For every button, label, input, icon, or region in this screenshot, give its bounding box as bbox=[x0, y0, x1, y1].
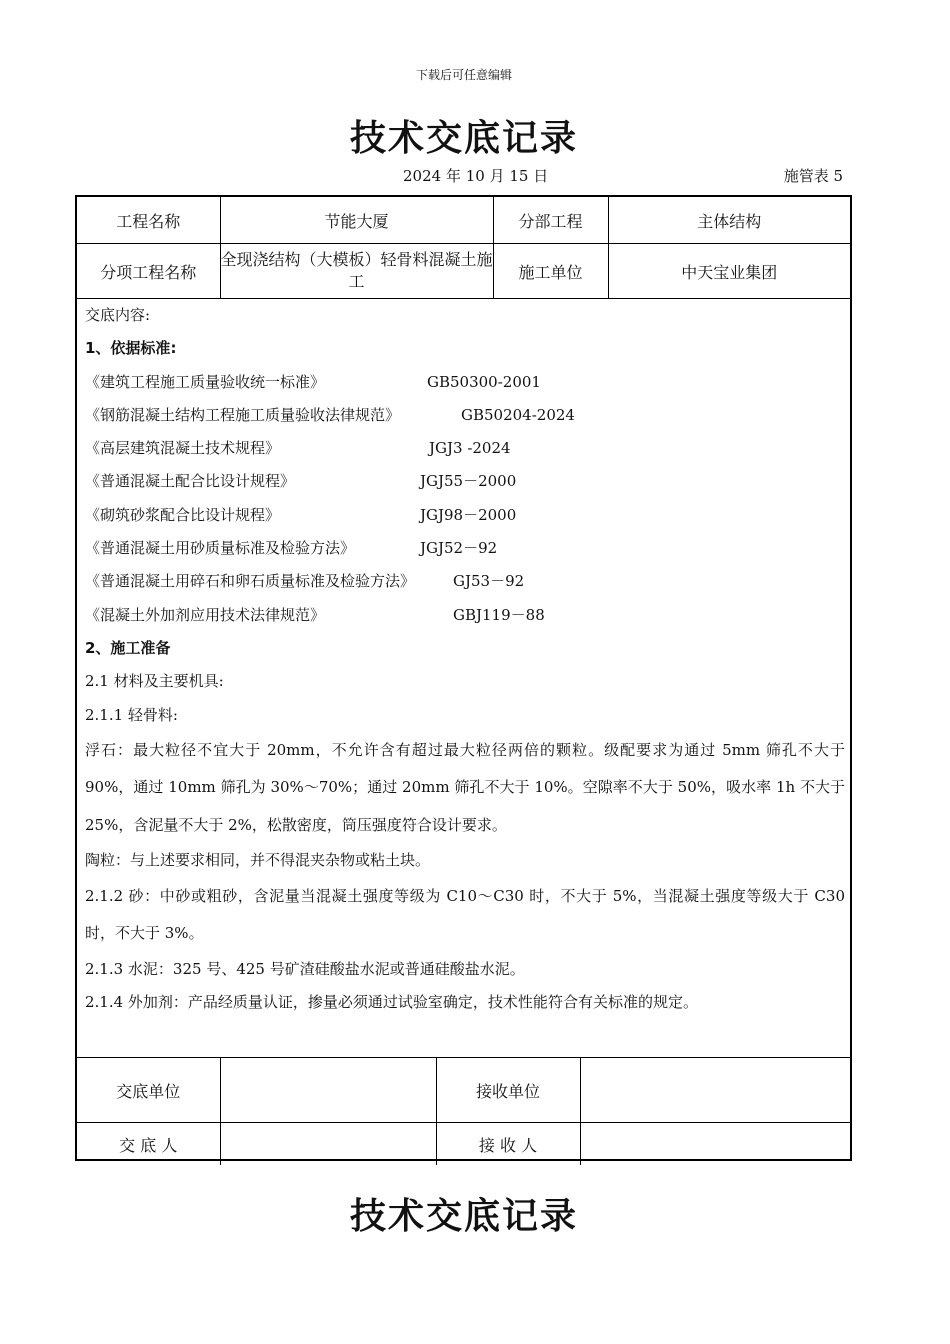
section-2-heading: 2、施工准备 bbox=[85, 638, 171, 657]
form-number: 施管表 5 bbox=[783, 167, 843, 185]
standard-name: 《混凝土外加剂应用技术法律规范》 bbox=[85, 605, 326, 624]
standard-code: JGJ52－92 bbox=[420, 539, 498, 558]
standard-code: JGJ98－2000 bbox=[420, 505, 517, 524]
standard-name: 《普通混凝土用碎石和卵石质量标准及检验方法》 bbox=[85, 572, 416, 591]
section-2-1-1: 2.1.1 轻骨料: bbox=[85, 705, 178, 724]
division-value: 主体结构 bbox=[608, 197, 850, 244]
standard-code: JGJ3 -2024 bbox=[429, 439, 511, 458]
ceramsite-line: 陶粒：与上述要求相同，并不得混夹杂物或粘土块。 bbox=[85, 851, 431, 870]
standard-name: 《高层建筑混凝土技术规程》 bbox=[85, 439, 281, 458]
standard-code: GBJ119－88 bbox=[453, 605, 545, 624]
standard-code: JGJ55－2000 bbox=[420, 472, 517, 491]
standard-item bbox=[85, 399, 845, 432]
standard-item bbox=[85, 465, 845, 498]
standard-item bbox=[85, 599, 845, 632]
section-2-1-4: 2.1.4 外加剂：产品经质量认证，掺量必须通过试验室确定，技术性能符合有关标准的规定。 bbox=[85, 992, 698, 1011]
handover-unit-label: 交底单位 bbox=[77, 1058, 220, 1123]
project-label: 工程名称 bbox=[77, 197, 220, 244]
section-2-1-3: 2.1.3 水泥：325 号、425 号矿渣硅酸盐水泥或普通硅酸盐水泥。 bbox=[85, 959, 525, 978]
date: 2024 年 10 月 15 日 bbox=[403, 167, 549, 185]
standard-name: 《砌筑砂浆配合比设计规程》 bbox=[85, 505, 281, 524]
standard-item bbox=[85, 499, 845, 532]
handover-unit-field[interactable] bbox=[220, 1058, 436, 1123]
signature-table bbox=[77, 1057, 850, 1165]
receive-unit-field[interactable] bbox=[580, 1058, 850, 1123]
standard-code: GB50300-2001 bbox=[427, 372, 541, 391]
standard-item bbox=[85, 432, 845, 465]
next-page-title: 技术交底记录 bbox=[349, 1196, 578, 1237]
page-title: 技术交底记录 bbox=[349, 118, 578, 159]
standard-name: 《钢筋混凝土结构工程施工质量验收法律规范》 bbox=[85, 405, 401, 424]
division-label: 分部工程 bbox=[493, 197, 608, 244]
standard-code: GB50204-2024 bbox=[461, 405, 575, 424]
standard-name: 《建筑工程施工质量验收统一标准》 bbox=[85, 372, 326, 391]
receive-unit-label: 接收单位 bbox=[436, 1058, 580, 1123]
standard-item bbox=[85, 565, 845, 598]
standard-name: 《普通混凝土用砂质量标准及检验方法》 bbox=[85, 539, 356, 558]
section-2-1: 2.1 材料及主要机具: bbox=[85, 672, 224, 691]
handover-person-field[interactable] bbox=[220, 1123, 436, 1166]
section-2-1-2: 2.1.2 砂：中砂或粗砂，含泥量当混凝土强度等级为 C10～C30 时，不大于 5%，当混凝土强度等级大于 C30 时，不大于 3%。 bbox=[85, 886, 845, 943]
unit-value: 中天宝业集团 bbox=[608, 244, 850, 299]
standard-item bbox=[85, 532, 845, 565]
pumice-paragraph: 浮石：最大粒径不宜大于 20mm，不允许含有超过最大粒径两倍的颗粒。级配要求为通过 5mm 筛孔不大于 90%，通过 10mm 筛孔为 30%～70%；通过 20mm 筛孔不大于 10%。空隙率不大于 50%，吸水率 1h 不大于 25%，含泥量不大于 2%，松散密度，筒压强度符合设计要求。 bbox=[85, 740, 845, 834]
standard-code: GJ53－92 bbox=[453, 572, 525, 591]
section-1-heading: 1、依据标准: bbox=[85, 339, 177, 358]
record-sheet bbox=[75, 195, 852, 1161]
standard-item bbox=[85, 366, 845, 399]
info-table bbox=[77, 197, 850, 299]
handover-person-label: 交 底 人 bbox=[77, 1123, 220, 1166]
project-value: 节能大厦 bbox=[220, 197, 493, 244]
receive-person-field[interactable] bbox=[580, 1123, 850, 1166]
standard-name: 《普通混凝土配合比设计规程》 bbox=[85, 472, 296, 491]
receive-person-label: 接 收 人 bbox=[436, 1123, 580, 1166]
standards-list bbox=[85, 366, 845, 632]
subitem-value: 全现浇结构（大模板）轻骨料混凝土施工 bbox=[220, 244, 493, 299]
unit-label: 施工单位 bbox=[493, 244, 608, 299]
subitem-label: 分项工程名称 bbox=[77, 244, 220, 299]
header-note: 下载后可任意编辑 bbox=[415, 68, 512, 82]
content-section bbox=[85, 299, 845, 1019]
content-intro: 交底内容: bbox=[85, 306, 151, 324]
